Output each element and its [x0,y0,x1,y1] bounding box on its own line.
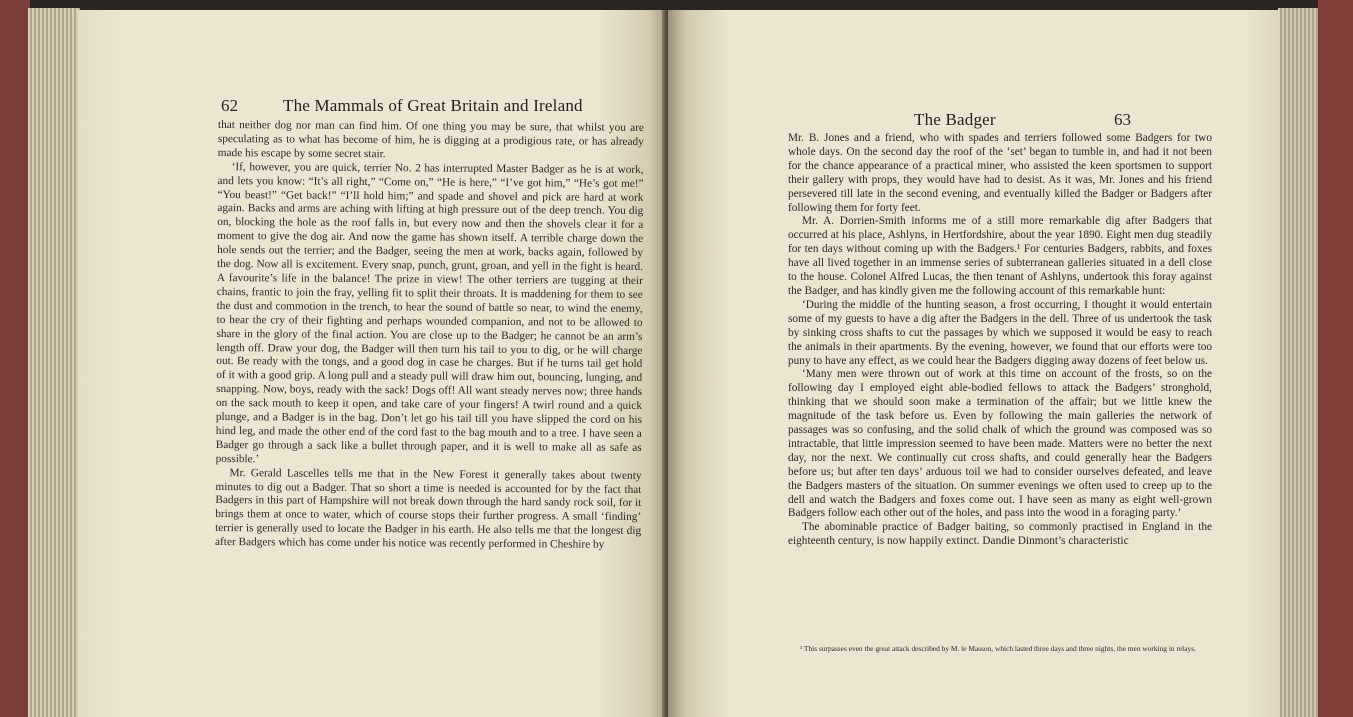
paragraph: The abominable practice of Badger baiting, so commonly practised in England in the eighteenth century, is now happily extinct. Dandie Dinmont’s characteristic [788,521,1212,548]
body-text [788,132,1212,549]
paragraph: that neither dog nor man can find him. Of one thing you may be sure, that whilst you are speculating as to what has become of him, he is digging at a prodigious rate, or has already made his escape by some secret stair. [217,119,644,160]
footnote-text: ¹ This surpasses even the great attack described by M. le Masson, which lasted three days and three nights, the men working in relays. [800,644,1196,653]
paragraph: ‘Many men were thrown out of work at this time on account of the frosts, so on the following day I employed eight able-bodied fellows to attack the Badgers’ stronghold, thinking that we should soon make a termination of the affair; but we little knew the magnitude of the task before us. Even by following the main galleries the network of passages was so confusing, and the solid chalk of which the ground was composed was so intractable, that little impression seemed to have been made. Matters were no better the next day, nor the next. We continually cut cross shafts, and could generally hear the Badgers before us; but after ten days’ arduous toil we had to consider ourselves defeated, and leave the Badgers masters of the situation. On summer evenings we often used to creep up to the dell and watch the Badgers and foxes come out. I have seen as many as eight well-grown Badgers follow each other out of the holes, and pass into the wood in a foraging party.’ [788,368,1212,520]
page-edges-right [1278,8,1318,717]
body-text [215,119,644,553]
paragraph: ‘If, however, you are quick, terrier No. 2 has interrupted Master Badger as he is at work, and lets you know: “It’s all right,” “Come on,” “He is here,” “I’ve got him,” “He’s got me!” “You beast!” “Get back!” “I’ll hold him;” and spade and shovel and pick are hard at work again. Backs and arms are aching with lifting at high pressure out of the deep trench. You dig on, blocking the hole as the roof falls in, but every now and then the shovels clear it for a moment to give the dog air. And now the game has shown itself. A terrible charge down the hole sends out the terrier; and the Badger, seeing the men at work, backs again, followed by the dog. Now all is excitement. Every snap, punch, grunt, groan, and yell in the fight is heard. A favourite’s life in the balance! The prize in view! The other terriers are tugging at their chains, frantic to join the fray, yelling fit to split their throats. It is maddening for them to see the dust and commotion in the trench, to hear the sound of battle so near, to wind the enemy, to hear the cry of their fighting and perhaps wounded companion, and not to be allowed to share in the glory of the final action. You are close up to the Badger; he cannot be an arm’s length off. Draw your dog, the Badger will then turn his tail to you to dig, or he will charge out. Be ready with the tongs, and a good dog in case he charges. But if he turns tail get hold of it with a good grip. A long pull and a steady pull will draw him out, bouncing, lunging, and snapping. Now, boys, ready with the sack! Dogs off! All want steady nerves now; three hands on the sack mouth to keep it open, and take care of your fingers! A twirl round and a quick plunge, and a Badger is in the bag. Don’t let go his tail till you have slipped the cord on his hind leg, and made the other end of the cord fast to the bag mouth and to a tree. I have seen a Badger go through a sack like a bullet through paper, and it is well to make all as safe as possible.’ [215,160,644,466]
running-head: The Badger [914,110,996,129]
binding-right [1318,0,1353,717]
page-number: 62 [221,96,238,115]
running-head: The Mammals of Great Britain and Ireland [283,96,583,115]
paragraph: Mr. A. Dorrien-Smith informs me of a still more remarkable dig after Badgers that occurred at his place, Ashlyns, in Hertfordshire, about the year 1890. Eight men dug steadily for ten days without coming up with the Badgers.¹ For centuries Badgers, rabbits, and foxes have all lived together in an immense series of subterranean galleries situated in a dell close to the house. Colonel Alfred Lucas, the then tenant of Ashlyns, undertook this foray against the Badger, and has kindly given me the following account of this remarkable hunt: [788,215,1212,297]
binding-left [0,0,30,717]
right-page [668,10,1280,717]
footnote [788,644,1212,653]
paragraph: Mr. Gerald Lascelles tells me that in the New Forest it generally takes about twenty minutes to dig out a Badger. That so short a time is needed is accounted for by the fact that Badgers in this part of Hampshire will not break down through the hard sandy rock soil, for it brings them at once to water, which of course stops their further progress. A small ‘finding’ terrier is generally used to locate the Badger in his earth. He also tells me that the longest dig after Badgers which has come under his notice was recently performed in Cheshire by [215,466,642,551]
left-page [78,10,666,717]
paragraph: Mr. B. Jones and a friend, who with spades and terriers followed some Badgers for two whole days. On the second day the roof of the ‘set’ began to tumble in, and had it not been for the chance appearance of a practical miner, who assisted the keen sportsmen to support their gallery with props, they would have had to desist. As it was, Mr. Jones and his friend persevered till late in the second evening, and eventually killed the Badger or Badgers after following them for forty feet. [788,132,1212,214]
page-number: 63 [1114,110,1131,129]
page-edges-left [28,8,80,717]
paragraph: ‘During the middle of the hunting season, a frost occurring, I thought it would entertain some of my guests to have a dig after the Badgers in the dell. Three of us undertook the task by sinking cross shafts to cut the passages by which we supposed it would be easy to reach the animals in their apartments. By the evening, however, we found that our efforts were too puny to have any effect, as we could hear the Badgers digging away dozens of feet below us. [788,298,1212,367]
